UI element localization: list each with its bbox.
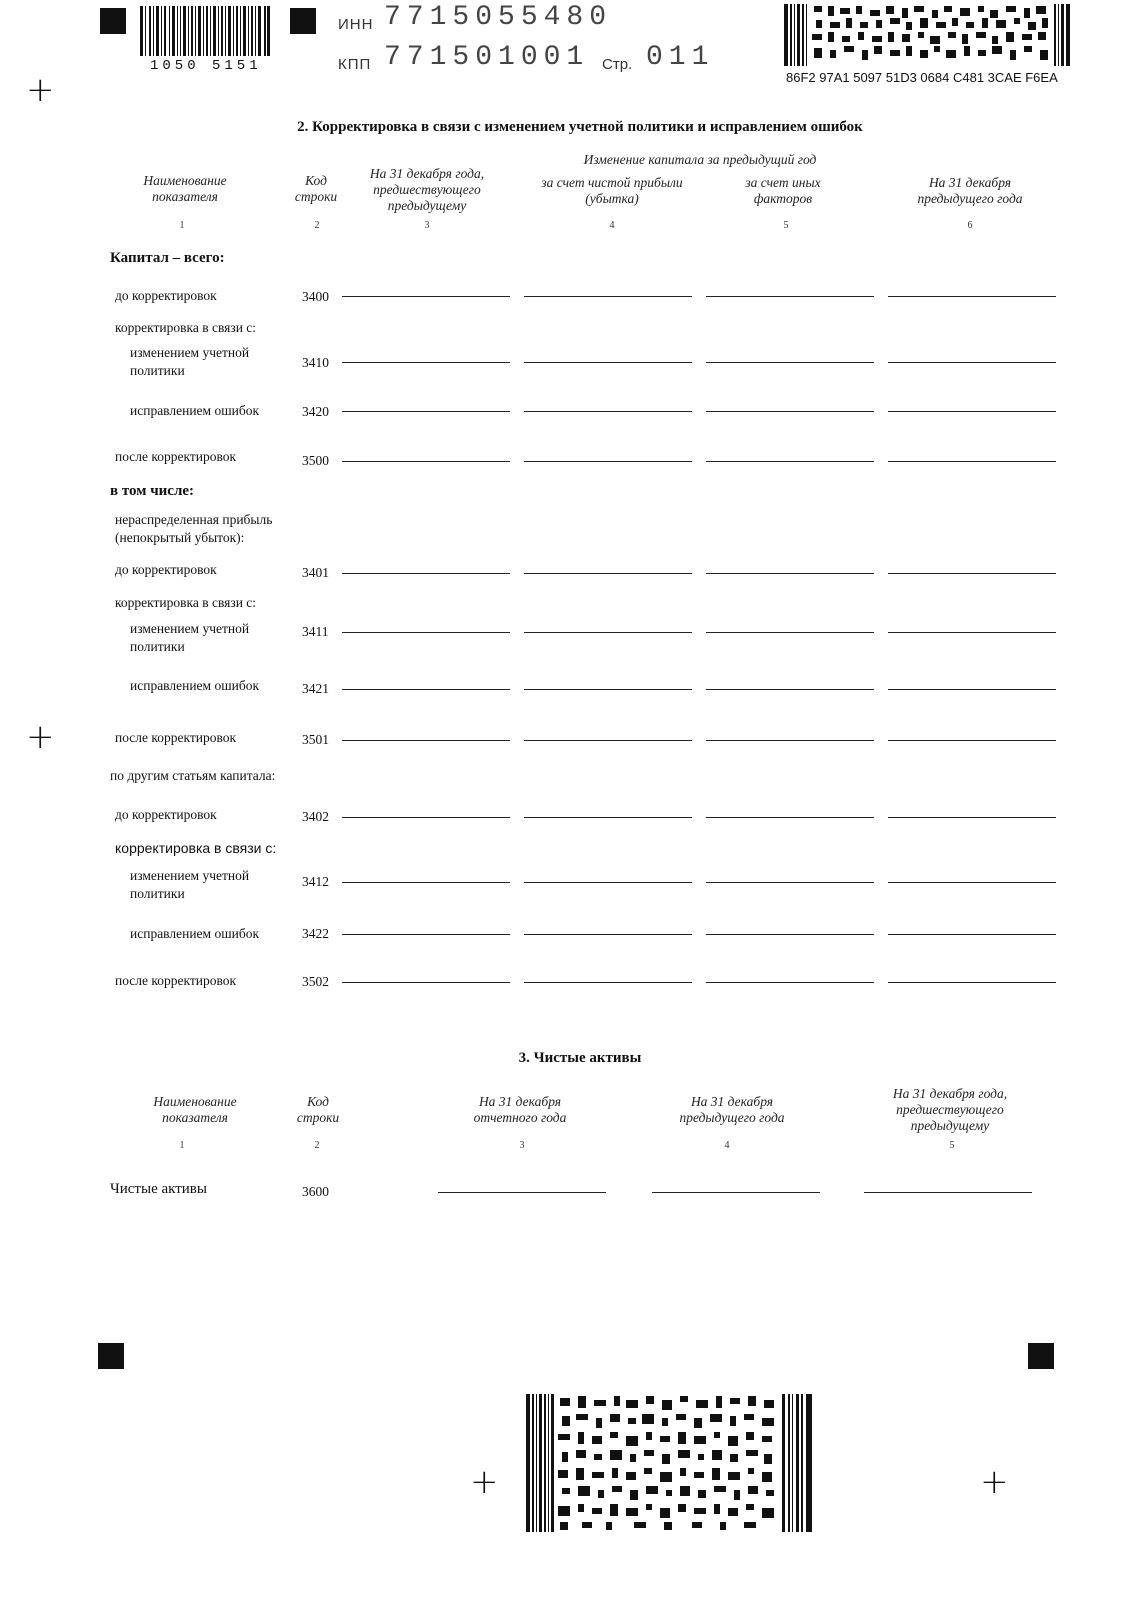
- field-3411-col5[interactable]: [706, 632, 874, 633]
- section2-group-header: Изменение капитала за предыдущий год: [583, 152, 817, 167]
- field-3420-col5[interactable]: [706, 411, 874, 412]
- row-code: 3420: [302, 404, 329, 419]
- field-3502-col6[interactable]: [888, 982, 1056, 983]
- registration-marker-bottom-left: [98, 1343, 124, 1369]
- field-3421-col4[interactable]: [524, 689, 692, 690]
- field-3501-col3[interactable]: [342, 740, 510, 741]
- section2-col2-header: Код строки: [294, 173, 338, 204]
- field-3420-col4[interactable]: [524, 411, 692, 412]
- heading-retained-earnings: нераспределенная прибыль (непокрытый убыток):: [115, 512, 273, 545]
- crosshair-mark-bottom-left: +: [470, 1462, 499, 1502]
- section2-col2-number: 2: [314, 220, 320, 231]
- section2-col6-header: На 31 декабря предыдущего года: [917, 175, 1023, 206]
- section3-col1-header: Наименование показателя: [153, 1094, 237, 1125]
- field-3422-col6[interactable]: [888, 934, 1056, 935]
- field-3400-col6[interactable]: [888, 296, 1056, 297]
- row-label: после корректировок: [115, 973, 237, 988]
- section3-col2-number: 2: [314, 1140, 320, 1151]
- section3-col3-number: 3: [519, 1140, 525, 1151]
- field-3501-col5[interactable]: [706, 740, 874, 741]
- field-3412-col3[interactable]: [342, 882, 510, 883]
- section2-col5-number: 5: [783, 220, 789, 231]
- field-3401-col3[interactable]: [342, 573, 510, 574]
- field-3412-col4[interactable]: [524, 882, 692, 883]
- field-3501-col6[interactable]: [888, 740, 1056, 741]
- row-label: корректировка в связи с:: [115, 320, 257, 335]
- field-3412-col6[interactable]: [888, 882, 1056, 883]
- page-value: 011: [646, 42, 715, 73]
- field-3402-col3[interactable]: [342, 817, 510, 818]
- field-3410-col6[interactable]: [888, 362, 1056, 363]
- net-assets-label: Чистые активы: [110, 1181, 207, 1197]
- heading-including: в том числе:: [110, 483, 195, 499]
- net-assets-code: 3600: [302, 1184, 329, 1199]
- field-3401-col5[interactable]: [706, 573, 874, 574]
- row-code: 3400: [302, 289, 329, 304]
- document-hex-code: 86F2 97A1 5097 51D3 0684 C481 3CAE F6EA: [786, 70, 1058, 85]
- row-label: после корректировок: [115, 449, 237, 464]
- field-3502-col5[interactable]: [706, 982, 874, 983]
- field-3421-col3[interactable]: [342, 689, 510, 690]
- registration-marker-top-left: [100, 8, 126, 34]
- field-3421-col6[interactable]: [888, 689, 1056, 690]
- field-3600-col3[interactable]: [438, 1192, 606, 1193]
- row-code: 3421: [302, 681, 329, 696]
- field-3502-col4[interactable]: [524, 982, 692, 983]
- section3-col5-number: 5: [949, 1140, 955, 1151]
- field-3411-col6[interactable]: [888, 632, 1056, 633]
- field-3501-col4[interactable]: [524, 740, 692, 741]
- row-label: исправлением ошибок: [130, 926, 260, 941]
- field-3420-col3[interactable]: [342, 411, 510, 412]
- 2d-barcode-top: [784, 4, 1070, 66]
- field-3402-col5[interactable]: [706, 817, 874, 818]
- field-3401-col6[interactable]: [888, 573, 1056, 574]
- field-3422-col4[interactable]: [524, 934, 692, 935]
- row-label: до корректировок: [115, 288, 217, 303]
- section3-col4-header: На 31 декабря предыдущего года: [679, 1094, 785, 1125]
- inn-value: 7715055480: [384, 2, 613, 33]
- row-code: 3412: [302, 874, 329, 889]
- section2-col1-number: 1: [179, 220, 185, 231]
- row-code: 3410: [302, 355, 329, 370]
- row-code: 3411: [302, 624, 329, 639]
- field-3411-col3[interactable]: [342, 632, 510, 633]
- field-3402-col6[interactable]: [888, 817, 1056, 818]
- kpp-label: КПП: [338, 56, 372, 73]
- page-label: Стр.: [602, 56, 633, 73]
- row-label: до корректировок: [115, 807, 217, 822]
- field-3502-col3[interactable]: [342, 982, 510, 983]
- 2d-barcode-bottom: [526, 1394, 812, 1532]
- kpp-value: 771501001: [384, 42, 590, 73]
- row-code: 3402: [302, 809, 329, 824]
- section3-col5-header: На 31 декабря года, предшествующего предыдущему: [892, 1086, 1008, 1133]
- crosshair-mark-top-left: +: [26, 70, 55, 110]
- field-3600-col4[interactable]: [652, 1192, 820, 1193]
- field-3412-col5[interactable]: [706, 882, 874, 883]
- row-label: исправлением ошибок: [130, 403, 260, 418]
- field-3422-col3[interactable]: [342, 934, 510, 935]
- heading-other-items: по другим статьям капитала:: [110, 768, 276, 783]
- field-3402-col4[interactable]: [524, 817, 692, 818]
- section2-col6-number: 6: [967, 220, 973, 231]
- field-3422-col5[interactable]: [706, 934, 874, 935]
- field-3500-col3[interactable]: [342, 461, 510, 462]
- section2-col3-number: 3: [424, 220, 430, 231]
- row-label: изменением учетной политики: [130, 868, 250, 901]
- field-3410-col4[interactable]: [524, 362, 692, 363]
- field-3600-col5[interactable]: [864, 1192, 1032, 1193]
- row-code: 3401: [302, 565, 329, 580]
- crosshair-mark-bottom-right: +: [980, 1462, 1009, 1502]
- section3-col3-header: На 31 декабря отчетного года: [473, 1094, 567, 1125]
- field-3411-col4[interactable]: [524, 632, 692, 633]
- section2-title: 2. Корректировка в связи с изменением учетной политики и исправлением ошибок: [297, 119, 863, 135]
- row-label: после корректировок: [115, 730, 237, 745]
- field-3410-col3[interactable]: [342, 362, 510, 363]
- row-code: 3501: [302, 732, 329, 747]
- field-3400-col4[interactable]: [524, 296, 692, 297]
- section2-col4-number: 4: [609, 220, 615, 231]
- field-3420-col6[interactable]: [888, 411, 1056, 412]
- heading-capital-total: Капитал – всего:: [110, 250, 225, 266]
- linear-barcode-top: [140, 6, 270, 56]
- field-3401-col4[interactable]: [524, 573, 692, 574]
- field-3421-col5[interactable]: [706, 689, 874, 690]
- field-3400-col5[interactable]: [706, 296, 874, 297]
- field-3400-col3[interactable]: [342, 296, 510, 297]
- section3-col4-number: 4: [724, 1140, 730, 1151]
- row-label: до корректировок: [115, 562, 217, 577]
- barcode-number: 1050 5151: [150, 58, 262, 74]
- field-3500-col4[interactable]: [524, 461, 692, 462]
- row-code: 3422: [302, 926, 329, 941]
- inn-label: ИНН: [338, 16, 374, 33]
- section3-title: 3. Чистые активы: [518, 1050, 642, 1066]
- section3-col2-header: Код строки: [296, 1094, 340, 1125]
- field-3410-col5[interactable]: [706, 362, 874, 363]
- row-label: исправлением ошибок: [130, 678, 260, 693]
- row-label: изменением учетной политики: [130, 621, 250, 654]
- row-code: 3502: [302, 974, 329, 989]
- row-label: корректировка в связи с:: [115, 840, 277, 856]
- registration-marker-top-mid: [290, 8, 316, 34]
- section2-col3-header: На 31 декабря года, предшествующего предыдущему: [369, 166, 485, 213]
- crosshair-mark-mid-left: +: [26, 717, 55, 757]
- section2-col5-header: за счет иных факторов: [745, 175, 821, 206]
- section2-col4-header: за счет чистой прибыли (убытка): [541, 175, 683, 206]
- field-3500-col6[interactable]: [888, 461, 1056, 462]
- row-label: изменением учетной политики: [130, 345, 250, 378]
- registration-marker-bottom-right: [1028, 1343, 1054, 1369]
- row-code: 3500: [302, 453, 329, 468]
- section2-col1-header: Наименование показателя: [143, 173, 227, 204]
- section3-col1-number: 1: [179, 1140, 185, 1151]
- row-label: корректировка в связи с:: [115, 595, 257, 610]
- field-3500-col5[interactable]: [706, 461, 874, 462]
